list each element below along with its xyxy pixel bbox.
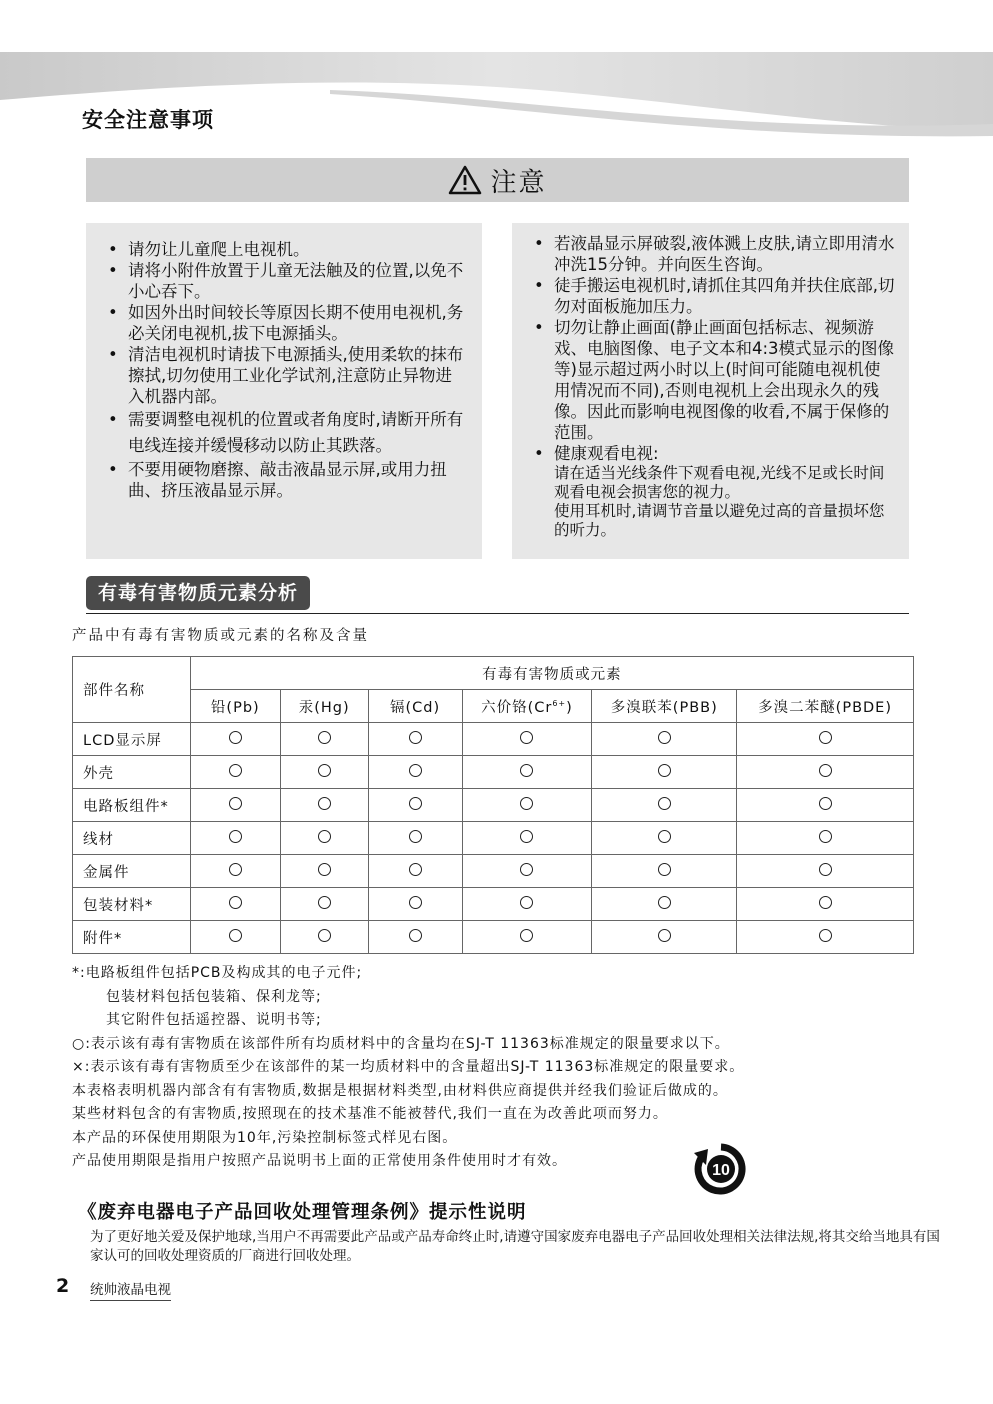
hazard-intro: 产品中有毒有害物质或元素的名称及含量: [72, 628, 369, 644]
note-line: 其它附件包括遥控器、说明书等;: [106, 1012, 322, 1028]
circle-mark: [658, 830, 671, 843]
circle-mark: [658, 731, 671, 744]
caution-box-right: [512, 223, 909, 559]
circle-mark: [409, 731, 422, 744]
column-header: 汞(Hg): [280, 690, 368, 723]
weee-title: 《废弃电器电子产品回收处理管理条例》提示性说明: [78, 1202, 527, 1223]
column-header: 六价铬$(Cr^{6+})$: [462, 690, 592, 723]
circle-mark: [318, 797, 331, 810]
circle-mark: [520, 929, 533, 942]
circle-mark: [318, 731, 331, 744]
table-row: [73, 723, 914, 756]
circle-mark: [229, 731, 242, 744]
caution-title: 注意: [490, 167, 547, 198]
list-item: • 健康观看电视: 请在适当光线条件下观看电视,光线不足或长时间观看电视会损害您的视力。 使用耳机时,请调节音量以避免过高的音量损坏您的听力。: [534, 443, 895, 540]
hazard-section-badge: 有毒有害物质元素分析: [86, 576, 310, 610]
circle-mark: [520, 797, 533, 810]
list-item: • 如因外出时间较长等原因长期不使用电视机,务必关闭电视机,拔下电源插头。: [108, 303, 464, 343]
circle-mark: [318, 863, 331, 876]
circle-mark: [409, 830, 422, 843]
list-item: • 若液晶显示屏破裂,液体溅上皮肤,请立即用清水冲洗15分钟。并向医生咨询。: [534, 234, 895, 274]
note-line: *:电路板组件包括PCB及构成其的电子元件;: [72, 965, 363, 981]
list-item: • 请勿让儿童爬上电视机。: [108, 240, 310, 259]
circle-mark: [520, 896, 533, 909]
note-line: 包装材料包括包装箱、保利龙等;: [106, 988, 322, 1005]
note-line: 本产品的环保使用期限为10年,污染控制标签式样见右图。: [72, 1129, 458, 1146]
part-name-header: 部件名称: [73, 657, 191, 723]
circle-mark: [520, 764, 533, 777]
part-name: 线材: [73, 822, 191, 855]
part-name: 包装材料*: [73, 888, 191, 921]
table-row: [73, 756, 914, 789]
list-item: • 请将小附件放置于儿童无法触及的位置,以免不小心吞下。: [108, 261, 464, 301]
circle-mark: [819, 896, 832, 909]
part-name: LCD显示屏: [73, 723, 191, 756]
list-item: • 需要调整电视机的位置或者角度时,请断开所有电线连接并缓慢移动以防止其跌落。: [108, 410, 464, 455]
circle-mark: [658, 797, 671, 810]
circle-mark: [409, 863, 422, 876]
circle-mark: [318, 830, 331, 843]
circle-mark: [409, 797, 422, 810]
column-header: 镉(Cd): [368, 690, 462, 723]
section-title: 安全注意事项: [82, 108, 214, 132]
column-header: 多溴二苯醚(PBDE): [737, 690, 914, 723]
column-header: 铅(Pb): [190, 690, 280, 723]
circle-mark: [318, 896, 331, 909]
health-note-2: 使用耳机时,请调节音量以避免过高的音量损坏您的听力。: [554, 502, 885, 539]
circle-mark: [229, 896, 242, 909]
substance-group-header: 有毒有害物质或元素: [190, 657, 913, 690]
note-line: ○:表示该有毒有害物质在该部件所有均质材料中的含量均在SJ-T 11363标准规定的限量要求以下。: [72, 1035, 730, 1052]
table-row: [73, 888, 914, 921]
circle-mark: [229, 764, 242, 777]
caution-box-left: [86, 223, 482, 559]
note-line: 产品使用期限是指用户按照产品说明书上面的正常使用条件使用时才有效。: [72, 1153, 567, 1169]
circle-mark: [658, 929, 671, 942]
part-name: 电路板组件*: [73, 789, 191, 822]
circle-mark: [318, 929, 331, 942]
circle-mark: [819, 797, 832, 810]
circle-mark: [819, 929, 832, 942]
circle-mark: [229, 929, 242, 942]
circle-mark: [318, 764, 331, 777]
weee-body: 为了更好地关爱及保护地球,当用户不再需要此产品或产品寿命终止时,请遵守国家废弃电器电子产品回收处理相关法律法规,将其交给当地具有国家认可的回收处理资质的厂商进行回收处理。: [90, 1229, 940, 1264]
circle-mark: [819, 731, 832, 744]
environmental-protection-period-icon: [692, 1143, 750, 1195]
circle-mark: [409, 929, 422, 942]
health-note-1: 请在适当光线条件下观看电视,光线不足或长时间观看电视会损害您的视力。: [554, 464, 885, 501]
caution-header: [86, 158, 909, 202]
table-row: [73, 855, 914, 888]
part-name: 附件*: [73, 921, 191, 954]
note-line: ×:表示该有毒有害物质至少在该部件的某一均质材料中的含量超出SJ-T 11363标准规定的限量要求。: [72, 1059, 745, 1075]
circle-mark: [658, 896, 671, 909]
circle-mark: [229, 830, 242, 843]
divider: [86, 613, 909, 614]
circle-mark: [819, 830, 832, 843]
circle-mark: [409, 764, 422, 777]
table-row: [73, 921, 914, 954]
circle-mark: [658, 764, 671, 777]
column-header: 多溴联苯(PBB): [592, 690, 737, 723]
table-row: [73, 789, 914, 822]
circle-mark: [520, 731, 533, 744]
warning-icon: [448, 165, 482, 195]
circle-mark: [520, 830, 533, 843]
circle-mark: [658, 863, 671, 876]
circle-mark: [409, 896, 422, 909]
part-name: 外壳: [73, 756, 191, 789]
table-row: [73, 822, 914, 855]
circle-mark: [819, 863, 832, 876]
list-item: • 切勿让静止画面(静止画面包括标志、视频游戏、电脑图像、电子文本和4:3模式显示的图像等)显示超过两小时以上(时间可能随电视机使用情况而不同),否则电视机上会出现永久的残像。因此而影响电视图像的收看,不属于保修的范围。: [534, 318, 895, 442]
note-line: 本表格表明机器内部含有有害物质,数据是根据材料类型,由材料供应商提供并经我们验证后做成的。: [72, 1082, 728, 1099]
circle-mark: [229, 863, 242, 876]
list-item: • 清洁电视机时请拔下电源插头,使用柔软的抹布擦拭,切勿使用工业化学试剂,注意防止异物进入机器内部。: [108, 345, 464, 406]
eco-label-text: 10: [712, 1162, 730, 1179]
footer-doc-title: 统帅液晶电视: [90, 1278, 171, 1301]
circle-mark: [819, 764, 832, 777]
note-line: 某些材料包含的有害物质,按照现在的技术基准不能被替代,我们一直在为改善此项而努力。: [72, 1106, 668, 1122]
page-number: 2: [56, 1275, 70, 1297]
table-notes: [72, 962, 744, 1174]
list-item: • 不要用硬物磨擦、敲击液晶显示屏,或用力扭曲、挤压液晶显示屏。: [108, 460, 447, 500]
circle-mark: [229, 797, 242, 810]
hazard-table: [72, 656, 914, 954]
circle-mark: [520, 863, 533, 876]
part-name: 金属件: [73, 855, 191, 888]
list-item: • 徒手搬运电视机时,请抓住其四角并扶住底部,切勿对面板施加压力。: [534, 276, 895, 316]
